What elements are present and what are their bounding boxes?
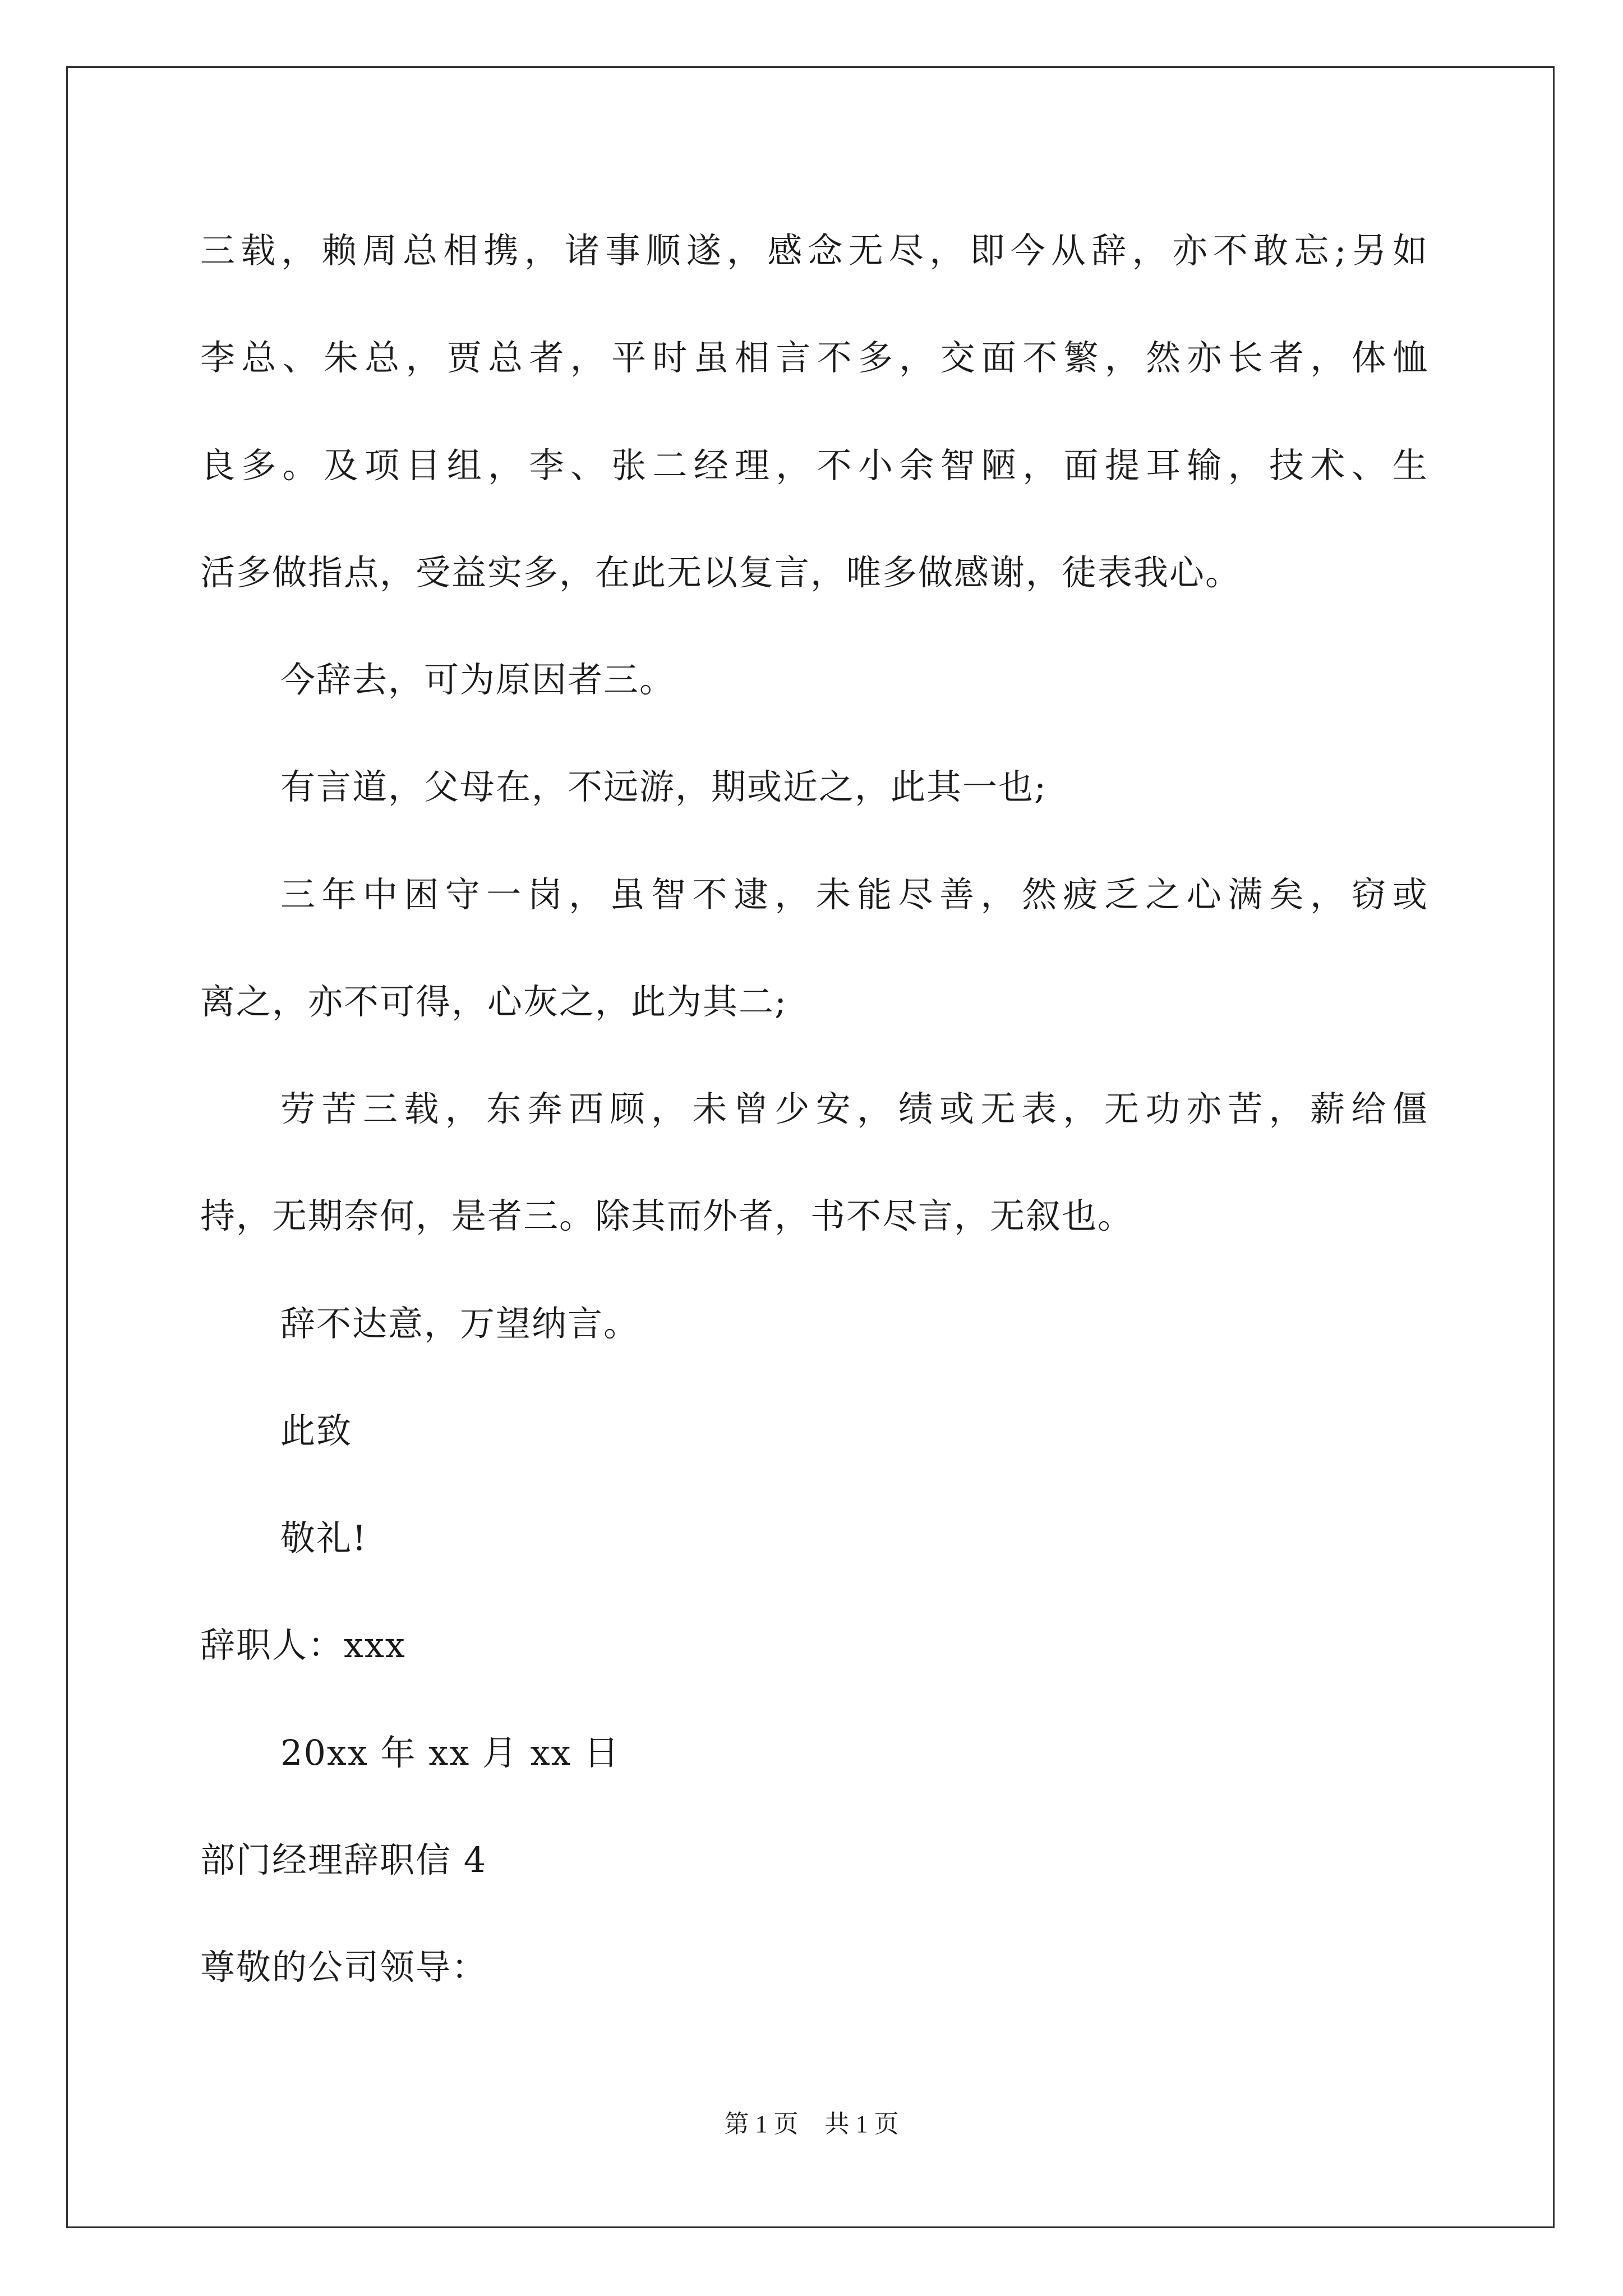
body-line-5: 今辞去，可为原因者三。: [280, 659, 676, 700]
page-current: 第 1 页: [724, 2110, 799, 2138]
page-footer: [0, 2108, 1623, 2141]
body-line-11: 辞不达意，万望纳言。: [280, 1303, 640, 1344]
body-line-6: 有言道，父母在，不远游，期或近之，此其一也;: [280, 766, 1047, 807]
section-title: 部门经理辞职信 4: [200, 1839, 487, 1880]
page-border: [66, 66, 1555, 2228]
page-total: 共 1 页: [824, 2110, 899, 2138]
body-line-4: 活多做指点，受益实多，在此无以复言，唯多做感谢，徒表我心。: [200, 552, 1242, 593]
body-line-2: 李总、朱总，贾总者，平时虽相言不多，交面不繁，然亦长者，体恤: [200, 337, 1428, 378]
date-line: 20xx 年 xx 月 xx 日: [280, 1732, 620, 1773]
greeting-line: 尊敬的公司领导：: [200, 1947, 488, 1987]
body-line-8: 离之，亦不可得，心灰之，此为其二;: [200, 981, 787, 1022]
body-line-9: 劳苦三载，东奔西顾，未曾少安，绩或无表，无功亦苦，薪给僵: [280, 1088, 1428, 1129]
body-line-3: 良多。及项目组，李、张二经理，不小余智陋，面提耳输，技术、生: [200, 445, 1428, 486]
signature-line: 辞职人：xxx: [200, 1625, 406, 1665]
body-line-10: 持，无期奈何，是者三。除其而外者，书不尽言，无叙也。: [200, 1195, 1134, 1236]
body-line-1: 三载，赖周总相携，诸事顺遂，感念无尽，即今从辞，亦不敢忘;另如: [200, 230, 1428, 271]
body-line-7: 三年中困守一岗，虽智不逮，未能尽善，然疲乏之心满矣，窃或: [280, 874, 1428, 915]
closing-salutation: 此致: [280, 1410, 353, 1451]
closing-regards: 敬礼!: [280, 1517, 367, 1558]
